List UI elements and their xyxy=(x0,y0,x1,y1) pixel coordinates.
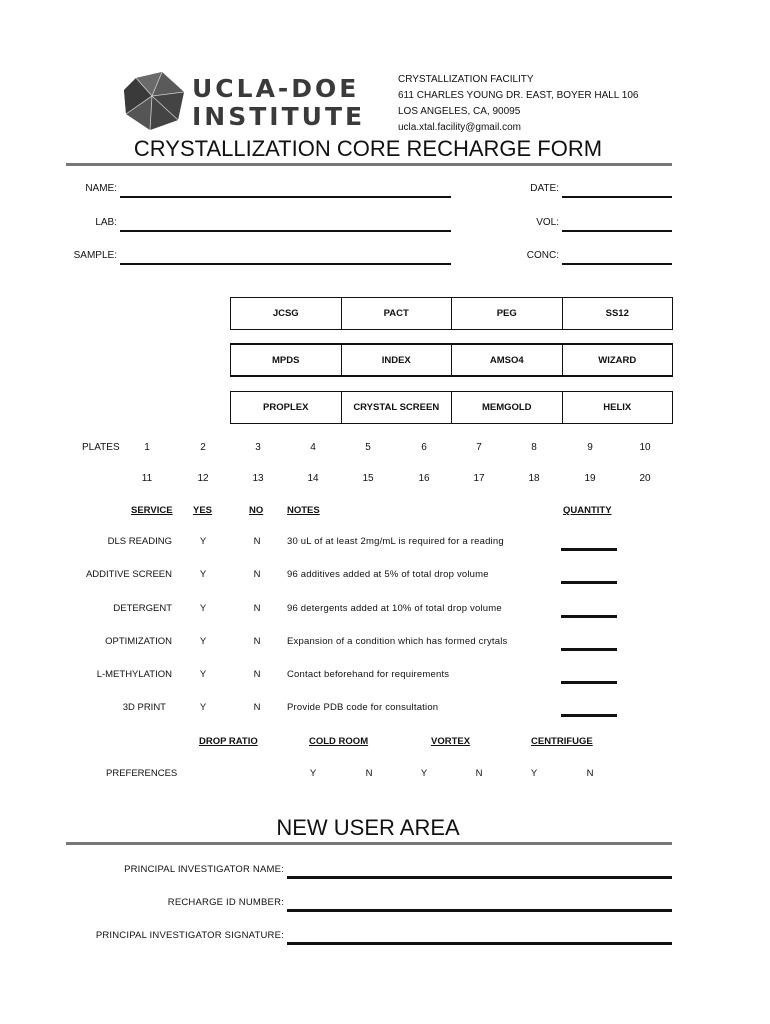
plate-number[interactable]: 18 xyxy=(528,473,540,484)
quantity-field[interactable] xyxy=(561,548,617,551)
service-name: DETERGENT xyxy=(113,603,172,614)
service-no-option[interactable]: N xyxy=(253,603,261,614)
plate-number[interactable]: 15 xyxy=(362,473,374,484)
quantity-field[interactable] xyxy=(561,581,617,584)
name-field[interactable] xyxy=(120,196,451,198)
cold-room-header: COLD ROOM xyxy=(309,736,369,747)
pi-signature-label: PRINCIPAL INVESTIGATOR SIGNATURE: xyxy=(95,930,284,941)
lab-field[interactable] xyxy=(120,230,451,232)
screen-option[interactable]: MPDS xyxy=(231,345,342,375)
plate-number[interactable]: 14 xyxy=(307,473,319,484)
screen-option[interactable]: CRYSTAL SCREEN xyxy=(342,392,453,423)
institute-logo xyxy=(122,70,372,132)
service-name: 3D PRINT xyxy=(122,702,166,713)
screen-option[interactable]: MEMGOLD xyxy=(452,392,563,423)
screen-option[interactable]: SS12 xyxy=(605,308,629,319)
service-name: DLS READING xyxy=(107,536,172,547)
service-name: L-METHYLATION xyxy=(96,669,172,680)
service-note: Contact beforehand for requirements xyxy=(287,669,450,680)
cold-room-no-option[interactable]: N xyxy=(365,768,373,779)
conc-label: CONC: xyxy=(526,250,559,261)
facility-address-block xyxy=(398,72,638,136)
service-no-option[interactable]: N xyxy=(253,536,261,547)
quantity-field[interactable] xyxy=(561,648,617,651)
vortex-no-option[interactable]: N xyxy=(475,768,483,779)
form-title: CRYSTALLIZATION CORE RECHARGE FORM xyxy=(133,136,603,161)
service-yes-option[interactable]: Y xyxy=(199,702,207,713)
plate-number[interactable]: 2 xyxy=(200,442,206,453)
sample-label: SAMPLE: xyxy=(73,250,117,261)
vol-label: VOL: xyxy=(536,217,559,228)
plate-number[interactable]: 4 xyxy=(310,442,316,453)
facility-email: ucla.xtal.facility@gmail.com xyxy=(398,122,521,133)
screen-option[interactable]: PEG xyxy=(452,298,563,329)
centrifuge-yes-option[interactable]: Y xyxy=(530,768,538,779)
date-field[interactable] xyxy=(562,196,672,198)
quantity-field[interactable] xyxy=(561,615,617,618)
screen-option[interactable]: INDEX xyxy=(342,345,453,375)
cold-room-yes-option[interactable]: Y xyxy=(309,768,317,779)
plate-number[interactable]: 9 xyxy=(587,442,593,453)
plate-number[interactable]: 10 xyxy=(639,442,651,453)
notes-header: NOTES xyxy=(287,505,320,516)
plate-number[interactable]: 19 xyxy=(584,473,596,484)
service-no-option[interactable]: N xyxy=(253,702,261,713)
plate-number[interactable]: 12 xyxy=(197,473,209,484)
plate-number[interactable]: 16 xyxy=(418,473,430,484)
new-user-area-title: NEW USER AREA xyxy=(276,815,460,840)
facility-address-line1: 611 CHARLES YOUNG DR. EAST, BOYER HALL 106 xyxy=(398,90,639,101)
yes-header: YES xyxy=(193,505,213,516)
drop-ratio-header: DROP RATIO xyxy=(199,736,258,747)
screen-row-2 xyxy=(230,343,673,377)
quantity-field[interactable] xyxy=(561,714,617,717)
service-yes-option[interactable]: Y xyxy=(199,669,207,680)
facility-name: CRYSTALLIZATION FACILITY xyxy=(398,74,534,85)
sample-field[interactable] xyxy=(120,263,451,265)
plate-number[interactable]: 20 xyxy=(639,473,651,484)
service-no-option[interactable]: N xyxy=(253,569,261,580)
quantity-field[interactable] xyxy=(561,681,617,684)
plate-number[interactable]: 13 xyxy=(252,473,264,484)
service-header: SERVICE xyxy=(131,505,173,516)
pi-name-field[interactable] xyxy=(287,876,672,879)
lab-label: LAB: xyxy=(95,217,117,228)
logo-text-line1: UCLA-DOE xyxy=(192,74,360,103)
centrifuge-no-option[interactable]: N xyxy=(586,768,594,779)
screen-row-1 xyxy=(230,297,673,330)
plate-number[interactable]: 11 xyxy=(141,473,153,484)
service-yes-option[interactable]: Y xyxy=(199,569,207,580)
service-no-option[interactable]: N xyxy=(253,669,261,680)
crystal-logo-icon xyxy=(122,70,190,132)
quantity-header: QUANTITY xyxy=(563,505,612,516)
recharge-id-label: RECHARGE ID NUMBER: xyxy=(167,897,284,908)
service-yes-option[interactable]: Y xyxy=(199,636,207,647)
screen-row-3 xyxy=(230,391,673,424)
service-yes-option[interactable]: Y xyxy=(199,603,207,614)
screen-option[interactable]: PACT xyxy=(342,298,453,329)
vol-field[interactable] xyxy=(562,230,672,232)
service-name: OPTIMIZATION xyxy=(105,636,172,647)
pi-signature-field[interactable] xyxy=(287,942,672,945)
new-user-divider xyxy=(66,842,672,845)
vortex-header: VORTEX xyxy=(431,736,471,747)
date-label: DATE: xyxy=(530,183,559,194)
service-no-option[interactable]: N xyxy=(253,636,261,647)
plate-number[interactable]: 6 xyxy=(421,442,427,453)
service-note: 30 uL of at least 2mg/mL is required for a reading xyxy=(287,536,504,547)
name-label: NAME: xyxy=(85,183,117,194)
plates-label: PLATES xyxy=(82,442,120,453)
service-note: 96 additives added at 5% of total drop volume xyxy=(287,569,489,580)
pi-name-label: PRINCIPAL INVESTIGATOR NAME: xyxy=(124,864,284,875)
plate-number[interactable]: 5 xyxy=(365,442,371,453)
service-note: Provide PDB code for consultation xyxy=(287,702,439,713)
screen-option[interactable]: HELIX xyxy=(603,402,632,413)
plate-number[interactable]: 8 xyxy=(531,442,537,453)
service-note: 96 detergents added at 10% of total drop volume xyxy=(287,603,502,614)
plate-number[interactable]: 17 xyxy=(473,473,485,484)
screen-option[interactable]: AMSO4 xyxy=(452,345,563,375)
plate-number[interactable]: 1 xyxy=(144,442,150,453)
vortex-yes-option[interactable]: Y xyxy=(420,768,428,779)
conc-field[interactable] xyxy=(562,263,672,265)
centrifuge-header: CENTRIFUGE xyxy=(531,736,593,747)
service-note: Expansion of a condition which has formed crytals xyxy=(287,636,508,647)
service-yes-option[interactable]: Y xyxy=(199,536,207,547)
title-divider xyxy=(66,163,672,166)
facility-address-line2: LOS ANGELES, CA, 90095 xyxy=(398,106,521,117)
recharge-id-field[interactable] xyxy=(287,909,672,912)
logo-text-line2: INSTITUTE xyxy=(192,102,366,131)
plate-number[interactable]: 7 xyxy=(476,442,482,453)
screen-option[interactable]: JCSG xyxy=(231,298,342,329)
screen-option[interactable]: WIZARD xyxy=(598,354,637,366)
service-name: ADDITIVE SCREEN xyxy=(85,569,172,580)
plate-number[interactable]: 3 xyxy=(255,442,261,453)
screen-option[interactable]: PROPLEX xyxy=(231,392,342,423)
no-header: NO xyxy=(249,505,264,516)
preferences-label: PREFERENCES xyxy=(106,768,178,779)
